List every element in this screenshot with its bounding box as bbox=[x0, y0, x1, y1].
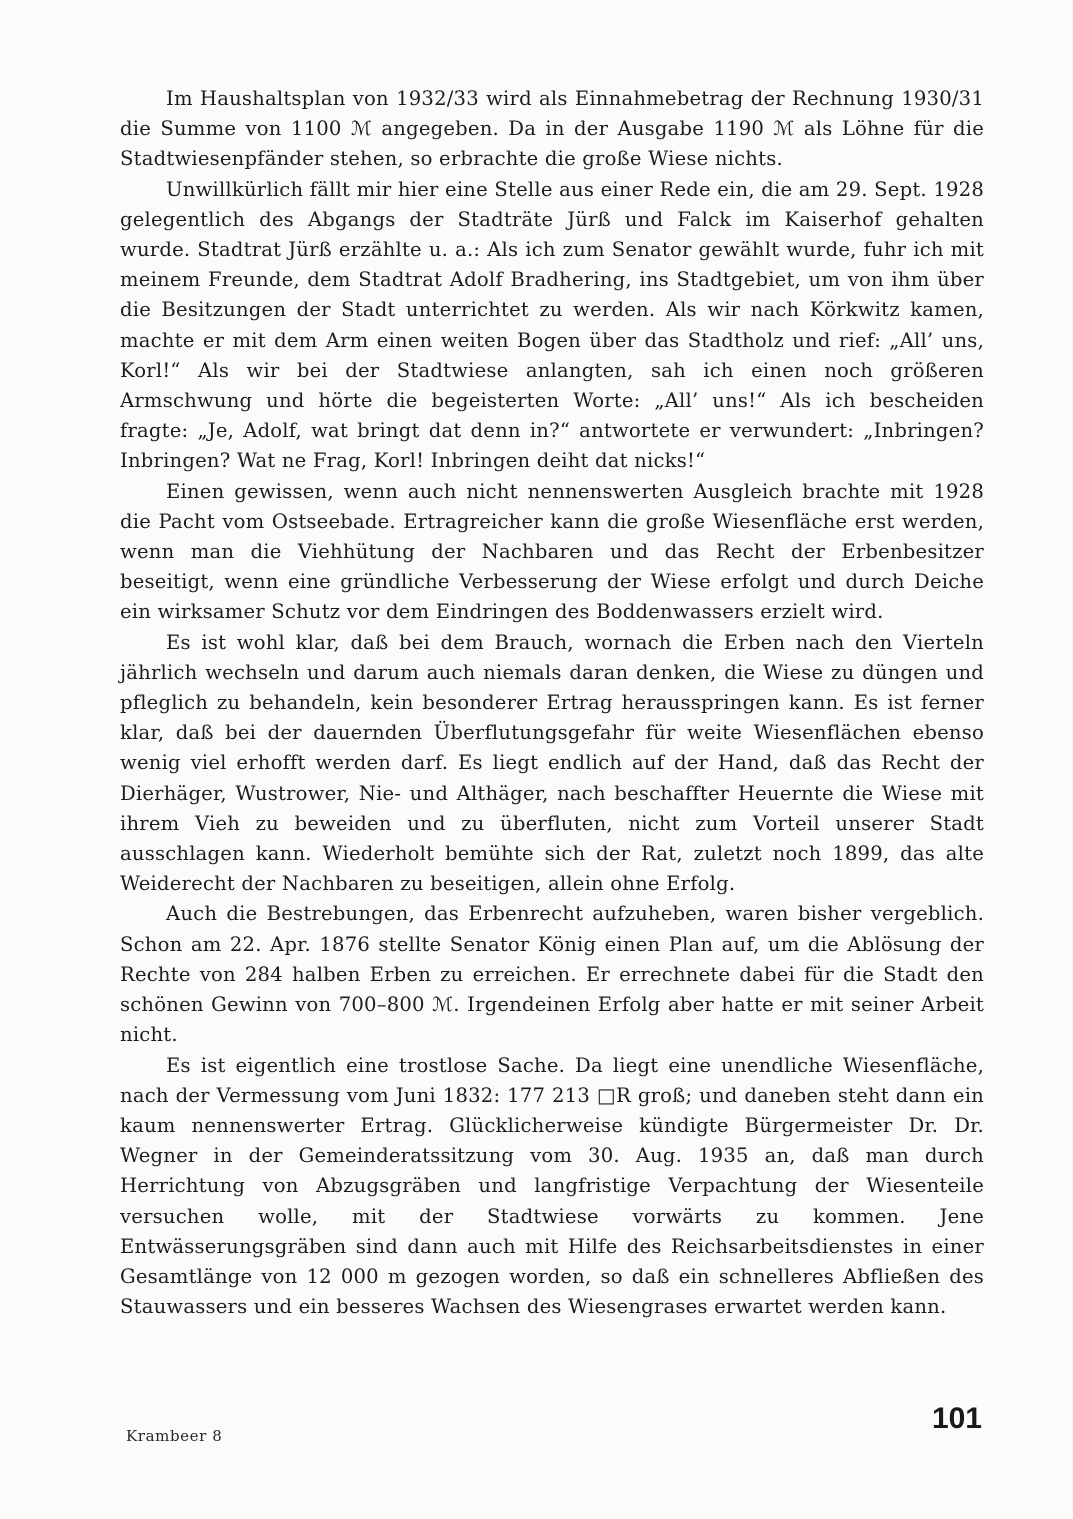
paragraph-1: Im Haushaltsplan von 1932/33 wird als Einnahmebetrag der Rechnung 1930/31 die Summe von 1100 ℳ angegeben. Da in der Ausgabe 1190 ℳ als Löhne für die Stadtwiesenpfänder stehen, so erbrachte die große Wiese nichts. bbox=[120, 87, 984, 171]
book-page bbox=[120, 84, 984, 1464]
page-number: 101 bbox=[931, 1402, 982, 1435]
paragraph-3: Einen gewissen, wenn auch nicht nennenswerten Ausgleich brachte mit 1928 die Pacht vom Ostseebade. Ertragreicher kann die große Wiesenfläche erst werden, wenn man die Viehhütung der Nachbaren und das Recht der Erbenbesitzer beseitigt, wenn eine gründliche Verbesserung der Wiese erfolgt und durch Deiche ein wirksamer Schutz vor dem Eindringen des Boddenwassers erzielt wird. bbox=[120, 479, 984, 624]
paragraph-5: Auch die Bestrebungen, das Erbenrecht aufzuheben, waren bisher vergeblich. Schon am 22. Apr. 1876 stellte Senator König einen Plan auf, um die Ablösung der Rechte von 284 halben Erben zu erreichen. Er errechnete dabei für die Stadt den schönen Gewinn von 700–800 ℳ. Irgendeinen Erfolg aber hatte er mit seiner Arbeit nicht. bbox=[120, 902, 984, 1047]
paragraph-6: Es ist eigentlich eine trostlose Sache. Da liegt eine unendliche Wiesenfläche, nach der Vermessung vom Juni 1832: 177 213 □R groß; und daneben steht dann ein kaum nennenswerter Ertrag. Glücklicherweise kündigte Bürgermeister Dr. Dr. Wegner in der Gemeinderatssitzung vom 30. Aug. 1935 an, daß man durch Herrichtung von Abzugsgräben und langfristige Verpachtung der Wiesenteile versuchen wolle, mit der Stadtwiese vorwärts zu kommen. Jene Entwässerungsgräben sind dann auch mit Hilfe des Reichsarbeitsdienstes in einer Gesamtlänge von 12 000 m gezogen worden, so daß ein schnelleres Abfließen des Stauwassers und ein besseres Wachsen des Wiesengrases erwartet werden kann. bbox=[120, 1053, 984, 1319]
paragraph-4: Es ist wohl klar, daß bei dem Brauch, wornach die Erben nach den Vierteln jährlich wechseln und darum auch niemals daran denken, die Wiese zu düngen und pfleglich zu behandeln, kein besonderer Ertrag herausspringen kann. Es ist ferner klar, daß bei der dauernden Überflutungsgefahr für weite Wiesenflächen ebenso wenig viel erhofft werden darf. Es liegt endlich auf der Hand, daß das Recht der Dierhäger, Wustrower, Nie- und Althäger, nach beschaffter Heuernte die Wiese mit ihrem Vieh zu beweiden und zu überfluten, nicht zum Vorteil unserer Stadt ausschlagen kann. Wiederholt bemühte sich der Rat, zuletzt noch 1899, das alte Weiderecht der Nachbaren zu beseitigen, allein ohne Erfolg. bbox=[120, 630, 984, 896]
printer-signature: Krambeer 8 bbox=[126, 1427, 223, 1445]
paragraph-2: Unwillkürlich fällt mir hier eine Stelle aus einer Rede ein, die am 29. Sept. 1928 gelegentlich des Abgangs der Stadträte Jürß und Falck im Kaiserhof gehalten wurde. Stadtrat Jürß erzählte u. a.: Als ich zum Senator gewählt wurde, fuhr ich mit meinem Freunde, dem Stadtrat Adolf Bradhering, ins Stadtgebiet, um von ihm über die Besitzungen der Stadt unterrichtet zu werden. Als wir nach Körkwitz kamen, machte er mit dem Arm einen weiten Bogen über das Stadtholz und rief: „All’ uns, Korl!“ Als wir bei der Stadtwiese anlangten, sah ich einen noch größeren Armschwung und hörte die begeisterten Worte: „All’ uns!“ Als ich bescheiden fragte: „Je, Adolf, wat bringt dat denn in?“ antwortete er verwundert: „Inbringen? Inbringen? Wat ne Frag, Korl! Inbringen deiht dat nicks!“ bbox=[120, 177, 984, 473]
body-text bbox=[120, 84, 984, 1322]
